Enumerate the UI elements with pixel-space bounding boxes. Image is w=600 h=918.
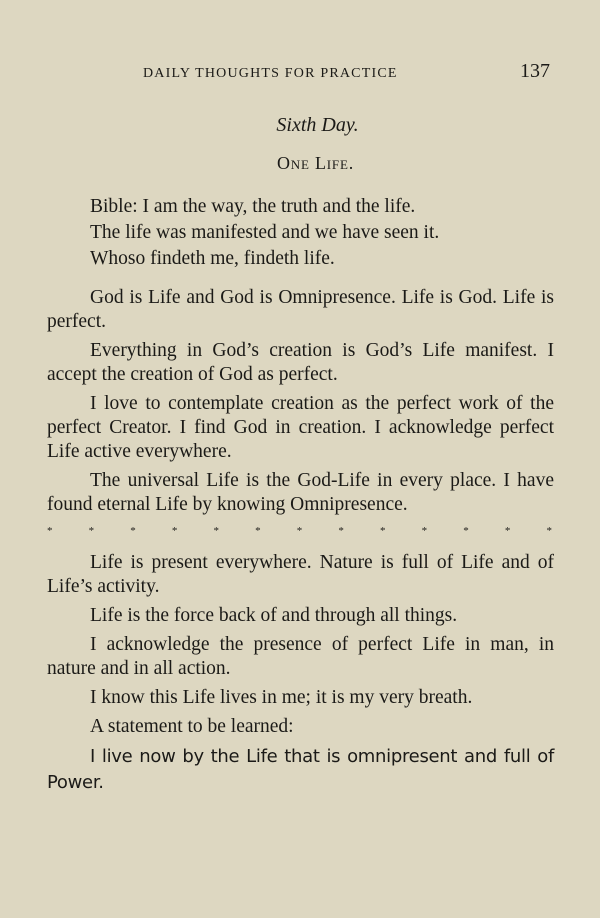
body-text [47,286,554,796]
paragraph: Life is present everywhere. Nature is full of Life and of Life’s activity. [47,552,554,597]
paragraph: God is Life and God is Omnipresence. Life is God. Life is perfect. [47,287,554,332]
separator-star: * [463,525,469,537]
paragraph: I love to contemplate creation as the perfect work of the perfect Creator. I find God in creation. I acknowledge perfect Life active everywhere. [47,393,554,462]
bible-line: Whoso findeth me, findeth life. [90,248,335,269]
statement-to-learn: I live now by the Life that is omnipresent and full of Power. [47,746,554,793]
separator-star: * [88,525,95,537]
bible-quotes [47,194,554,272]
separator-star: * [546,525,552,537]
separator-star: * [296,525,303,537]
page-number: 137 [520,60,550,82]
separator-star: * [338,525,344,537]
paragraph: Life is the force back of and through all things. [90,605,458,626]
separator-star: * [213,525,219,537]
section-separator [47,525,554,537]
separator-star: * [47,525,53,537]
bible-line: The life was manifested and we have seen it. [90,222,440,243]
paragraph: I acknowledge the presence of perfect Life in man, in nature and in all action. [47,634,554,679]
paragraph: A statement to be learned: [90,716,294,737]
separator-star: * [130,525,136,537]
paragraph: Everything in God’s creation is God’s Life manifest. I accept the creation of God as perfect. [47,340,554,385]
paragraph: The universal Life is the God-Life in every place. I have found eternal Life by knowing Omnipresence. [47,470,554,515]
separator-star: * [421,525,428,537]
separator-star: * [380,525,386,537]
section-title: One Life. [276,153,355,173]
bible-line: Bible: I am the way, the truth and the life. [90,196,416,217]
separator-star: * [255,525,261,537]
paragraph: I know this Life lives in me; it is my very breath. [90,687,473,708]
running-title: DAILY THOUGHTS FOR PRACTICE [143,66,398,81]
day-title: Sixth Day. [276,114,359,136]
page [47,60,554,814]
separator-star: * [504,525,511,537]
separator-star: * [171,525,178,537]
running-header [47,60,554,88]
